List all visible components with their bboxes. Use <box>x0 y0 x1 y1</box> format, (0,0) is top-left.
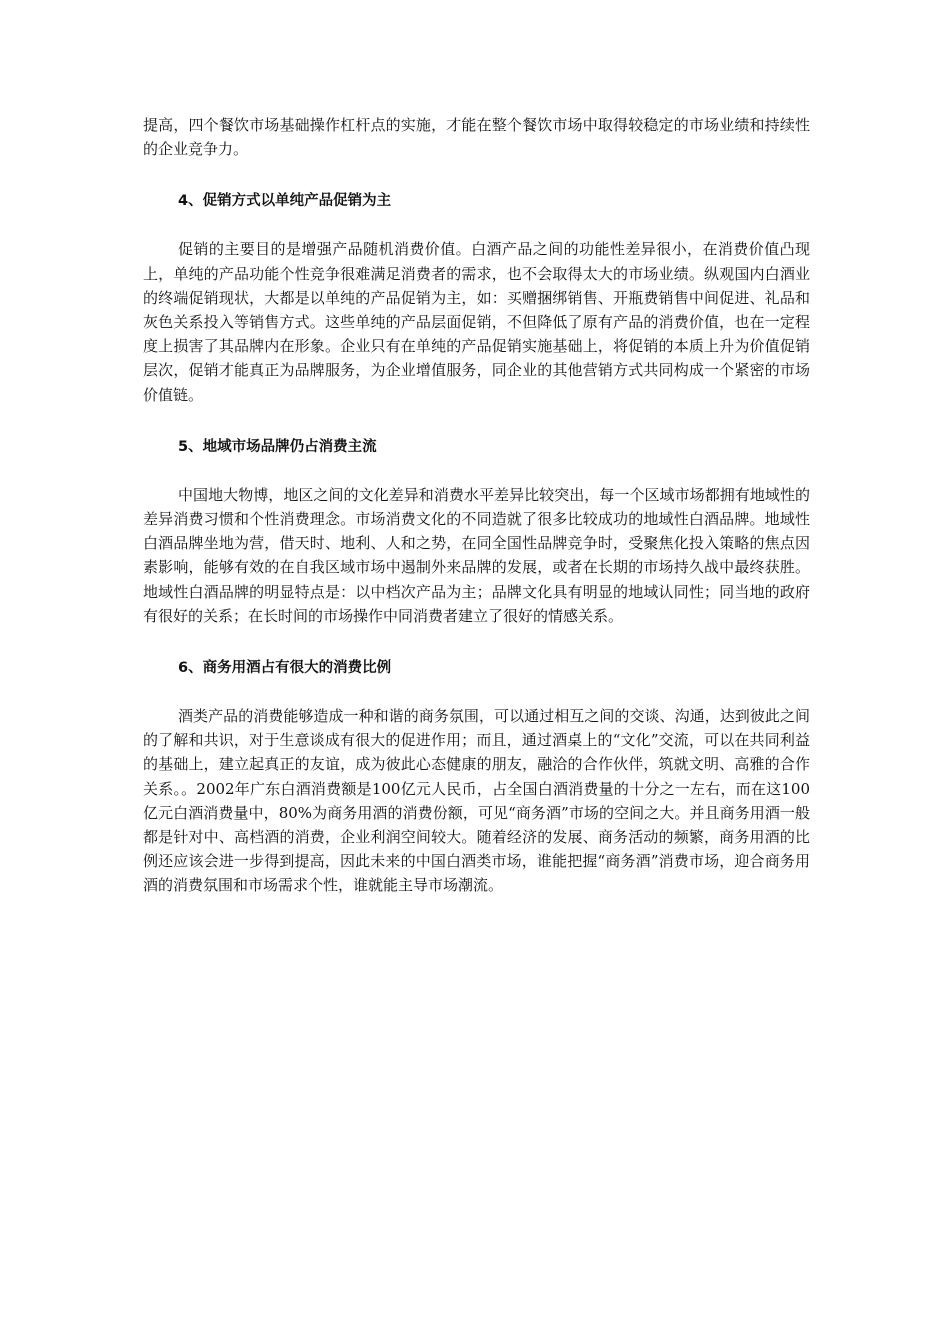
section-4-heading: 4、促销方式以单纯产品促销为主 <box>178 193 392 210</box>
section-5-heading: 5、地域市场品牌仍占消费主流 <box>178 438 377 455</box>
document-page <box>143 113 810 898</box>
section-6-heading: 6、商务用酒占有很大的消费比例 <box>178 660 392 677</box>
section-6-body: 酒类产品的消费能够造成一种和谐的商务氛围，可以通过相互之间的交谈、沟通，达到彼此之间的了解和共识，对于生意谈成有很大的促进作用；而且，通过酒桌上的“文化”交流，可以在共同利益的基础上，建立起真正的友谊，成为彼此心态健康的朋友，融洽的合作伙伴，筑就文明、高雅的合作关系。。2002年广东白酒消费额是100亿元人民币，占全国白酒消费量的十分之一左右，而在这100亿元白酒消费量中，80%为商务用酒的消费份额，可见“商务酒”市场的空间之大。并且商务用酒一般都是针对中、高档酒的消费，企业利润空间较大。随着经济的发展、商务活动的频繁，商务用酒的比例还应该会进一步得到提高，因此未来的中国白酒类市场，谁能把握“商务酒”消费市场，迎合商务用酒的消费氛围和市场需求个性，谁就能主导市场潮流。 <box>143 707 810 895</box>
intro-paragraph: 提高，四个餐饮市场基础操作杠杆点的实施，才能在整个餐饮市场中取得较稳定的市场业绩和持续性的企业竞争力。 <box>143 116 810 159</box>
section-5-body: 中国地大物博，地区之间的文化差异和消费水平差异比较突出，每一个区域市场都拥有地域性的差异消费习惯和个性消费理念。市场消费文化的不同造就了很多比较成功的地域性白酒品牌。地域性白酒品牌坐地为营，借天时、地利、人和之势，在同全国性品牌竞争时，受聚焦化投入策略的焦点因素影响，能够有效的在自我区域市场中遏制外来品牌的发展，或者在长期的市场持久战中最终获胜。地域性白酒品牌的明显特点是：以中档次产品为主；品牌文化具有明显的地域认同性；同当地的政府有很好的关系；在长时间的市场操作中同消费者建立了很好的情感关系。 <box>143 485 810 625</box>
section-4-body: 促销的主要目的是增强产品随机消费价值。白酒产品之间的功能性差异很小，在消费价值凸现上，单纯的产品功能个性竞争很难满足消费者的需求，也不会取得太大的市场业绩。纵观国内白酒业的终端促销现状，大都是以单纯的产品促销为主，如：买赠捆绑销售、开瓶费销售中间促进、礼品和灰色关系投入等销售方式。这些单纯的产品层面促销，不但降低了原有产品的消费价值，也在一定程度上损害了其品牌内在形象。企业只有在单纯的产品促销实施基础上，将促销的本质上升为价值促销层次，促销才能真正为品牌服务，为企业增值服务，同企业的其他营销方式共同构成一个紧密的市场价值链。 <box>143 240 810 404</box>
